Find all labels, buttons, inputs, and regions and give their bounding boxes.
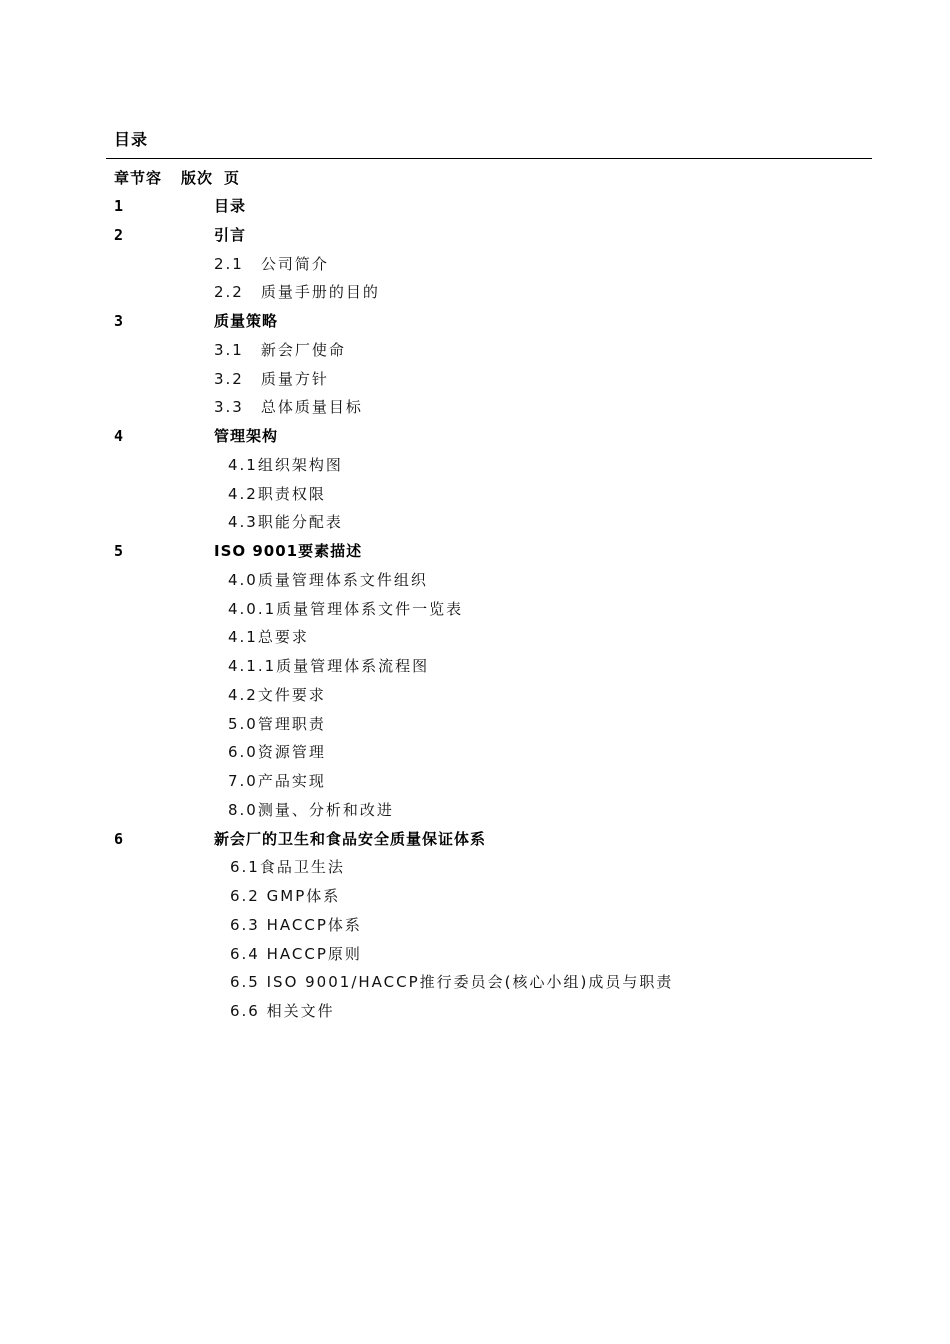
toc-section-title: 6.1食品卫生法	[230, 858, 345, 877]
toc-section-title: 3.3 总体质量目标	[214, 398, 363, 417]
toc-section-title: 2.1 公司简介	[214, 254, 329, 273]
toc-section-title: 8.0测量、分析和改进	[228, 800, 394, 819]
toc-chapter-number: 6	[114, 829, 124, 848]
header-page: 页	[224, 169, 241, 187]
toc-chapter-title: 新会厂的卫生和食品安全质量保证体系	[214, 829, 487, 848]
header-chapter-content: 章节容	[114, 169, 163, 187]
toc-chapter-number: 4	[114, 427, 124, 445]
toc-chapter-title: ISO 9001要素描述	[214, 542, 363, 560]
toc-chapter-title: 引言	[214, 225, 247, 244]
toc-chapter-number: 5	[114, 542, 124, 560]
toc-section-title: 7.0产品实现	[228, 772, 326, 790]
toc-section-title: 4.0质量管理体系文件组织	[228, 570, 428, 589]
toc-chapter-title: 目录	[214, 197, 247, 215]
toc-section-title: 3.2 质量方针	[214, 369, 329, 388]
toc-section-title: 2.2 质量手册的目的	[214, 283, 380, 302]
toc-section-title: 6.4 HACCP原则	[230, 944, 362, 963]
toc-section-title: 4.1总要求	[228, 628, 309, 647]
toc-section-title: 4.0.1质量管理体系文件一览表	[228, 599, 464, 618]
toc-section-title: 6.2 GMP体系	[230, 887, 341, 905]
toc-section-title: 4.1组织架构图	[228, 455, 343, 474]
toc-section-title: 5.0管理职责	[228, 714, 326, 733]
toc-section-title: 6.6 相关文件	[230, 1002, 335, 1020]
toc-section-title: 6.3 HACCP体系	[230, 915, 362, 934]
toc-section-title: 6.0资源管理	[228, 743, 326, 762]
toc-section-title: 4.2文件要求	[228, 685, 326, 704]
toc-chapter-title: 管理架构	[214, 427, 279, 445]
title-divider	[106, 158, 872, 159]
toc-section-title: 6.5 ISO 9001/HACCP推行委员会(核心小组)成员与职责	[230, 973, 674, 992]
toc-section-title: 3.1 新会厂使命	[214, 340, 346, 359]
toc-chapter-number: 2	[114, 225, 124, 244]
page-title: 目录	[114, 130, 149, 149]
toc-section-title: 4.1.1质量管理体系流程图	[228, 657, 430, 675]
header-edition: 版次	[181, 169, 214, 187]
toc-chapter-number: 1	[114, 197, 124, 215]
toc-chapter-number: 3	[114, 312, 124, 330]
toc-section-title: 4.3职能分配表	[228, 513, 343, 532]
toc-chapter-title: 质量策略	[214, 312, 279, 330]
toc-section-title: 4.2职责权限	[228, 484, 326, 503]
